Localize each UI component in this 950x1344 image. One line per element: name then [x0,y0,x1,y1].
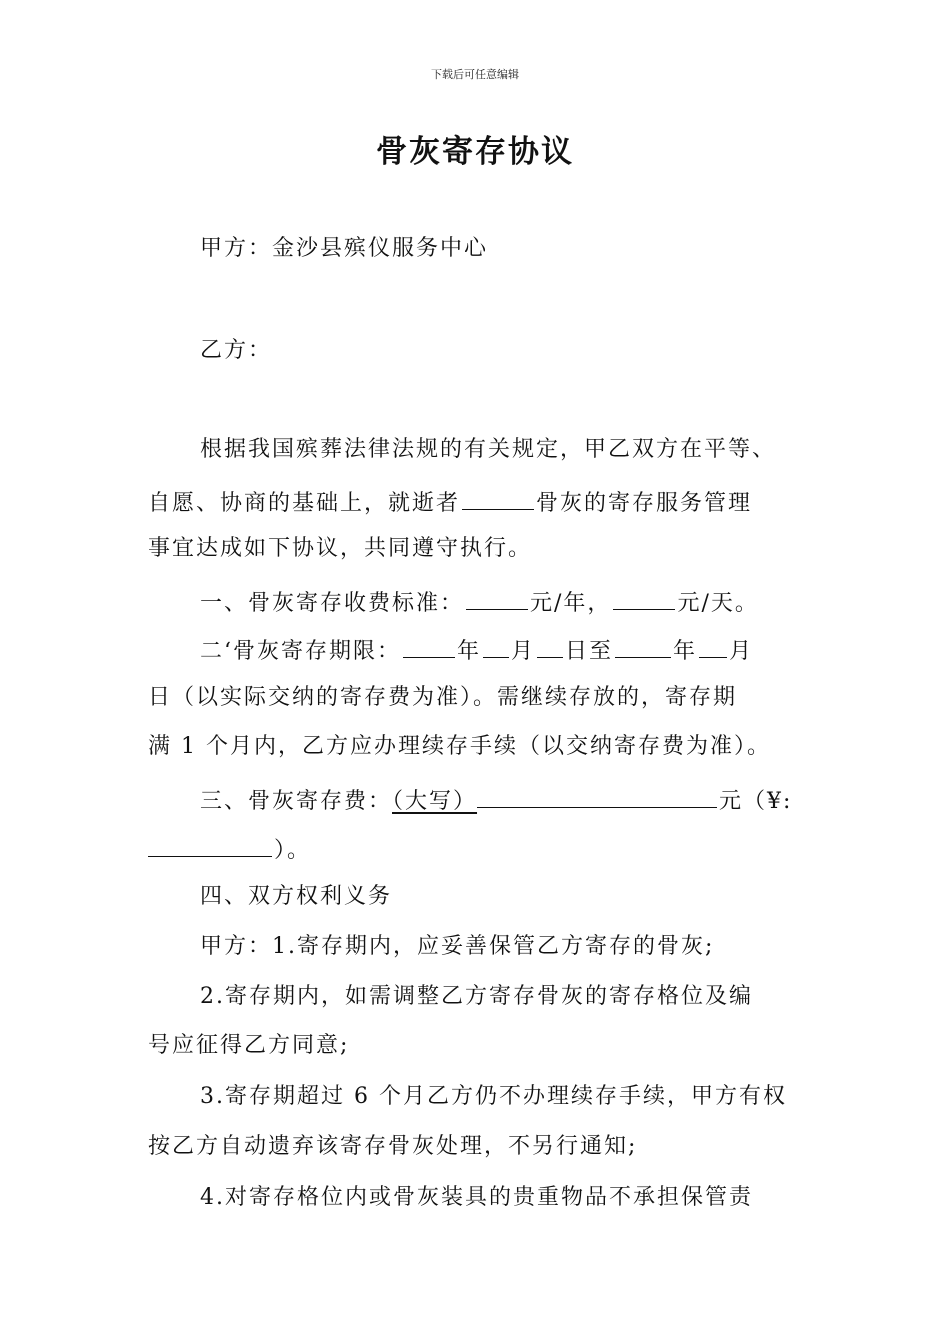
clause-4-item-2-line-2: 号应征得乙方同意; [148,1033,350,1058]
year-label-2: 年 [673,639,698,664]
party-b: 乙方： [200,338,273,363]
start-month-blank[interactable] [483,633,509,658]
clause-1 [200,585,880,619]
clause-4-heading: 四、双方权利义务 [200,884,393,909]
clause-2-line-2: 日（以实际交纳的寄存费为准）。需继续存放的，寄存期 [148,685,738,710]
clause-2-label: 二‘骨灰寄存期限： [200,639,401,664]
fee-per-year-blank[interactable] [466,585,528,610]
clause-2-line-3: 满 1 个月内，乙方应办理续存手续（以交纳寄存费为准）。 [148,734,771,759]
month-label-2: 月 [729,639,754,664]
deceased-name-blank[interactable] [462,485,534,510]
amount-number-blank[interactable] [148,832,272,857]
intro-line-2 [148,485,828,519]
month-label: 月 [511,639,536,664]
intro-line-3: 事宜达成如下协议，共同遵守执行。 [148,536,533,561]
amount-in-words-label: （大写） [392,789,478,814]
fee-per-day-blank[interactable] [613,585,675,610]
clause-1-per-day: 元/天。 [677,591,759,616]
end-year-blank[interactable] [615,633,671,658]
clause-1-per-year: 元/年， [530,591,612,616]
document-title: 骨灰寄存协议 [376,134,574,170]
page-header: 下载后可任意编辑 [431,68,519,81]
start-year-blank[interactable] [403,633,455,658]
clause-2-line-1 [200,633,880,667]
clause-3-line-2 [148,832,828,866]
clause-3-currency: 元（¥: [719,789,793,814]
amount-in-words-blank[interactable] [477,783,717,808]
day-to-label: 日至 [565,639,614,664]
start-day-blank[interactable] [537,633,563,658]
clause-4-item-1: 甲方：1.寄存期内，应妥善保管乙方寄存的骨灰; [200,934,715,959]
clause-3 [200,783,880,817]
year-label: 年 [457,639,482,664]
clause-4-item-4-line-1: 4.对寄存格位内或骨灰装具的贵重物品不承担保管责 [200,1185,753,1210]
clause-1-label: 一、骨灰寄存收费标准： [200,591,465,616]
clause-3-close: ）。 [274,838,312,863]
party-a: 甲方：金沙县殡仪服务中心 [200,236,489,261]
intro-line-2-a: 自愿、协商的基础上，就逝者 [148,491,461,516]
intro-line-1: 根据我国殡葬法律法规的有关规定，甲乙双方在平等、 [200,437,777,462]
end-month-blank[interactable] [699,633,727,658]
intro-line-2-b: 骨灰的寄存服务管理 [536,491,753,516]
clause-4-item-3-line-1: 3.寄存期超过 6 个月乙方仍不办理续存手续，甲方有权 [200,1084,787,1109]
clause-4-item-3-line-2: 按乙方自动遗弃该寄存骨灰处理，不另行通知; [148,1134,638,1159]
clause-4-item-2-line-1: 2.寄存期内，如需调整乙方寄存骨灰的寄存格位及编 [200,984,753,1009]
clause-3-label: 三、骨灰寄存费： [200,789,393,814]
